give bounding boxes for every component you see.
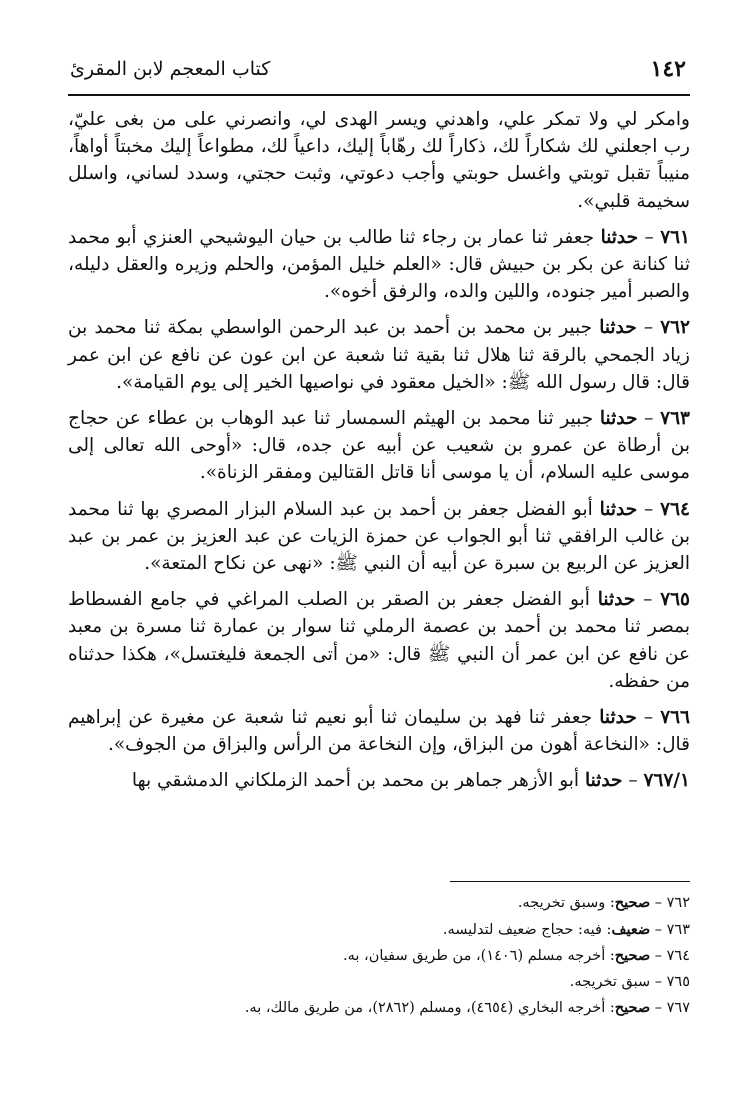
hadith-number: ٧٦٤ xyxy=(660,498,690,520)
hadith-text: جعفر ثنا عمار بن رجاء ثنا طالب بن حيان اليوشيحي العنزي أبو محمد ثنا كنانة عن بكر بن حبيش قال: «العلم خليل المؤمن، والحلم وزيره والعقل دليله، والصبر أمير جنوده، واللين والده، والرفق أخوه». xyxy=(68,226,690,303)
footnote-number: ٧٦٧ xyxy=(666,1000,690,1017)
footnote-number: ٧٦٤ xyxy=(666,948,690,965)
footnotes xyxy=(68,890,690,1022)
footnote-number: ٧٦٢ xyxy=(666,895,690,911)
page-number: ١٤٢ xyxy=(650,56,686,82)
hadith-761: ٧٦١ – حدثنا جعفر ثنا عمار بن رجاء ثنا طالب بن حيان اليوشيحي العنزي أبو محمد ثنا كنانة عن بكر بن حبيش قال: «العلم خليل المؤمن، والحلم وزيره والعقل دليله، والصبر أمير جنوده، واللين والده، والرفق أخوه». xyxy=(68,226,690,303)
footnote-text: أخرجه البخاري (٤٦٥٤)، ومسلم (٢٨٦٢)، من طريق مالك، به. xyxy=(244,1000,606,1017)
footnote-grade: ضعيف xyxy=(611,920,651,938)
running-title: كتاب المعجم لابن المقرئ xyxy=(70,58,271,80)
hadith-766: ٧٦٦ – حدثنا جعفر ثنا فهد بن سليمان ثنا أبو نعيم ثنا شعبة عن مغيرة عن إبراهيم قال: «النخاعة أهون من البزاق، وإن النخاعة من الرأس والبزاق من الجوف». xyxy=(68,707,690,756)
hadith-number: ٧٦٢ xyxy=(660,317,690,339)
hadith-number: ٧٦٦ xyxy=(660,707,690,729)
footnote-text: سبق تخريجه. xyxy=(569,973,651,990)
footnote-text: وسبق تخريجه. xyxy=(517,895,606,911)
hadith-text: جبير بن محمد بن أحمد بن عبد الرحمن الواسطي بمكة ثنا محمد بن زياد الجمحي بالرقة ثنا هلال ثنا بقية ثنا شعبة عن ابن عون عن نافع عن ابن عمر قال: قال رسول الله ﷺ: «الخيل معقود في نواصيها الخير إلى يوم القيامة». xyxy=(68,317,690,393)
hadith-number: ٧٦٥ xyxy=(660,589,690,611)
footnote-762: ٧٦٢ – صحيح: وسبق تخريجه. xyxy=(517,894,690,911)
hadith-tag: حدثنا xyxy=(599,707,637,729)
footnote-765: ٧٦٥ – سبق تخريجه. xyxy=(569,973,690,990)
main-text xyxy=(68,106,690,795)
hadith-number: ٧٦٧/١ xyxy=(643,770,690,792)
footnote-text: فيه: حجاج ضعيف لتدليسه. xyxy=(442,921,602,938)
hadith-text: جبير ثنا محمد بن الهيثم السمسار ثنا عبد الوهاب بن عطاء عن حجاج بن أرطاة عن عمرو بن شعيب عن أبيه عن جده، قال: «أوحى الله تعالى إلى موسى عليه السلام، أن يا موسى أنا قاتل القتالين ومفقر الزناة». xyxy=(68,408,690,484)
hadith-tag: حدثنا xyxy=(600,226,639,248)
continuation-paragraph: وامكر لي ولا تمكر علي، واهدني ويسر الهدى لي، وانصرني على من بغى عليّ، رب اجعلني لك شكاراً لك، ذكاراً لك رهّاباً إليك، داعياً لك، مطواعاً إليك مخبتاً أواهاً، منيباً تقبل توبتي واغسل حوبتي وأجب دعوتي، وثبت حجتي، وسدد لساني، واسلل سخيمة قلبي». xyxy=(68,109,690,212)
footnote-rule xyxy=(450,881,690,882)
footnote-grade: صحيح xyxy=(614,999,651,1017)
page-header xyxy=(68,52,690,88)
hadith-tag: حدثنا xyxy=(597,589,636,611)
hadith-tag: حدثنا xyxy=(584,770,623,792)
hadith-text: أبو الفضل جعفر بن أحمد بن عبد السلام البزار المصري بها ثنا محمد بن غالب الرافقي ثنا أبو الجواب عن حمزة الزيات عن عبد العزيز بن عمر بن عبد العزيز عن الربيع بن سبرة عن أبيه أن النبي ﷺ: «نهى عن نكاح المتعة». xyxy=(68,498,690,575)
hadith-tag: حدثنا xyxy=(599,317,637,339)
footnote-grade: صحيح xyxy=(614,894,651,911)
hadith-765: ٧٦٥ – حدثنا أبو الفضل جعفر بن الصقر بن الصلب المراغي في جامع الفسطاط بمصر ثنا محمد بن أحمد بن عصمة الرملي ثنا سوار بن عمارة ثنا مسرة بن معبد عن نافع عن ابن عمر أن النبي ﷺ قال: «من أتى الجمعة فليغتسل»، هكذا حدثناه من حفظه. xyxy=(68,589,690,692)
hadith-number: ٧٦١ xyxy=(660,226,690,248)
hadith-text: أبو الفضل جعفر بن الصقر بن الصلب المراغي في جامع الفسطاط بمصر ثنا محمد بن أحمد بن عصمة الرملي ثنا سوار بن عمارة ثنا مسرة بن معبد عن نافع عن ابن عمر أن النبي ﷺ قال: «من أتى الجمعة فليغتسل»، هكذا حدثناه من حفظه. xyxy=(68,589,690,692)
footnote-763: ٧٦٣ – ضعيف: فيه: حجاج ضعيف لتدليسه. xyxy=(442,920,690,938)
footnote-764: ٧٦٤ – صحيح: أخرجه مسلم (١٤٠٦)، من طريق سفيان، به. xyxy=(343,947,690,965)
hadith-text: جعفر ثنا فهد بن سليمان ثنا أبو نعيم ثنا شعبة عن مغيرة عن إبراهيم قال: «النخاعة أهون من البزاق، وإن النخاعة من الرأس والبزاق من الجوف». xyxy=(68,707,690,756)
hadith-764: ٧٦٤ – حدثنا أبو الفضل جعفر بن أحمد بن عبد السلام البزار المصري بها ثنا محمد بن غالب الرافقي ثنا أبو الجواب عن حمزة الزيات عن عبد العزيز بن عمر بن عبد العزيز عن الربيع بن سبرة عن أبيه أن النبي ﷺ: «نهى عن نكاح المتعة». xyxy=(68,498,690,575)
hadith-tag: حدثنا xyxy=(599,498,638,520)
hadith-number: ٧٦٣ xyxy=(660,408,690,430)
hadith-762: ٧٦٢ – حدثنا جبير بن محمد بن أحمد بن عبد الرحمن الواسطي بمكة ثنا محمد بن زياد الجمحي بالرقة ثنا هلال ثنا بقية ثنا شعبة عن ابن عون عن نافع عن ابن عمر قال: قال رسول الله ﷺ: «الخيل معقود في نواصيها الخير إلى يوم القيامة». xyxy=(68,317,690,393)
footnote-text: أخرجه مسلم (١٤٠٦)، من طريق سفيان، به. xyxy=(343,948,606,965)
footnote-number: ٧٦٥ xyxy=(666,973,690,990)
hadith-tag: حدثنا xyxy=(599,408,638,430)
hadith-767-1: ٧٦٧/١ – حدثنا أبو الأزهر جماهر بن محمد بن أحمد الزملكاني الدمشقي بها xyxy=(131,770,690,792)
hadith-763: ٧٦٣ – حدثنا جبير ثنا محمد بن الهيثم السمسار ثنا عبد الوهاب بن عطاء عن حجاج بن أرطاة عن عمرو بن شعيب عن أبيه عن جده، قال: «أوحى الله تعالى إلى موسى عليه السلام، أن يا موسى أنا قاتل القتالين ومفقر الزناة». xyxy=(68,408,690,484)
footnote-767: ٧٦٧ – صحيح: أخرجه البخاري (٤٦٥٤)، ومسلم (٢٨٦٢)، من طريق مالك، به. xyxy=(244,999,690,1017)
header-rule xyxy=(68,94,690,96)
footnote-grade: صحيح xyxy=(614,947,651,965)
footnote-number: ٧٦٣ xyxy=(666,921,690,938)
hadith-text: أبو الأزهر جماهر بن محمد بن أحمد الزملكاني الدمشقي بها xyxy=(131,770,580,792)
